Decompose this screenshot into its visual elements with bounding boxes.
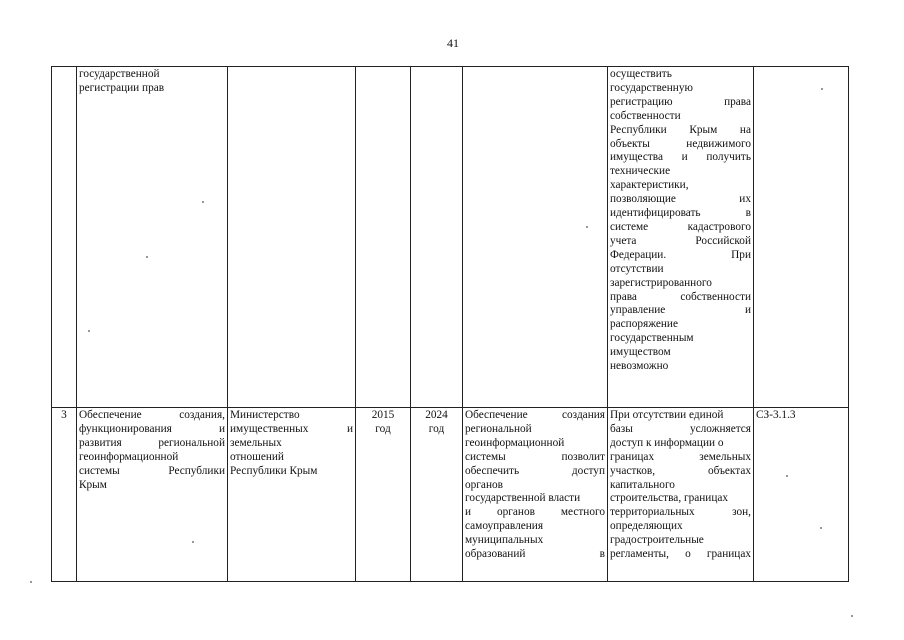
cell-expected-result — [463, 408, 608, 582]
start-year: 2015 — [371, 409, 395, 421]
text-line: базы усложняется — [610, 422, 751, 435]
scan-speck — [146, 256, 148, 258]
end-year: 2024 — [425, 409, 448, 421]
table-row-continued — [52, 67, 849, 408]
text-line: Республики Крым на — [610, 123, 751, 136]
text-line: имуществом — [610, 346, 671, 359]
text-line: системы Республики — [79, 464, 225, 477]
text-line: собственности — [610, 109, 681, 122]
text-line: участков, объектах — [610, 464, 751, 477]
text-line: государственным — [610, 332, 694, 345]
text-line: государственной — [79, 68, 160, 80]
text-line: строительства, границах — [610, 492, 729, 505]
text-line: позволяющие их — [610, 193, 751, 206]
text-line: регистрации прав — [79, 81, 165, 94]
text-line: земельных — [230, 436, 282, 449]
text-line: Обеспечение создания, — [79, 409, 225, 421]
text-line: границах земельных — [610, 450, 751, 463]
text-line: Министерство — [230, 409, 300, 421]
cell-end-empty — [411, 67, 463, 408]
text-line: отношений — [230, 450, 284, 463]
text-line: При отсутствии единой — [610, 409, 724, 421]
text-line: Федерации. При — [610, 248, 751, 261]
program-activities-table — [51, 66, 849, 582]
text-line: характеристики, — [610, 179, 689, 192]
text-line: определяющих — [610, 520, 683, 533]
scan-speck — [202, 201, 204, 203]
text-line: отсутствии — [610, 262, 664, 275]
cell-start-empty — [356, 67, 411, 408]
scan-speck — [586, 226, 588, 228]
text-line: государственной власти — [465, 492, 581, 505]
cell-activity-name — [77, 67, 228, 408]
text-line: осуществить — [610, 68, 672, 80]
scan-speck — [30, 581, 32, 583]
cell-activity-name — [77, 408, 228, 582]
text-line: зарегистрированного — [610, 276, 712, 289]
text-line: капитального — [610, 478, 675, 491]
text-line: Республики Крым — [230, 464, 318, 477]
scan-speck — [851, 615, 853, 617]
text-line: геоинформационной — [465, 436, 565, 449]
text-line: органов — [465, 478, 503, 491]
table-row-3 — [52, 408, 849, 582]
scan-speck — [820, 527, 822, 529]
cell-indicator-link: СЗ-3.1.3 — [754, 408, 849, 582]
text-line: развития региональной — [79, 436, 225, 449]
cell-number: 3 — [52, 408, 77, 582]
text-line: объекты недвижимого — [610, 137, 751, 150]
text-line: территориальных зон, — [610, 506, 751, 519]
text-line: муниципальных — [465, 534, 544, 547]
scan-speck — [88, 330, 90, 332]
start-year-unit: год — [375, 422, 391, 435]
cell-executor-empty — [228, 67, 356, 408]
scan-speck — [821, 88, 823, 90]
text-line: технические — [610, 165, 671, 178]
text-line: обеспечить доступ — [465, 464, 605, 477]
cell-end-year — [411, 408, 463, 582]
text-line: геоинформационной — [79, 450, 179, 463]
cell-indicator-empty — [754, 67, 849, 408]
text-line: права собственности — [610, 290, 751, 303]
text-line: и органов местного — [465, 506, 605, 519]
text-line: управление и — [610, 304, 751, 317]
text-line: системе кадастрового — [610, 220, 751, 233]
text-line: имущества и получить — [610, 151, 751, 164]
text-line: имущественных и — [230, 422, 353, 435]
cell-start-year — [356, 408, 411, 582]
end-year-unit: год — [428, 422, 445, 435]
text-line: распоряжение — [610, 318, 678, 331]
text-line: функционирования и — [79, 422, 225, 435]
cell-consequences — [608, 408, 754, 582]
text-line: государственную — [610, 81, 693, 94]
text-line: образований в — [465, 548, 605, 561]
text-line: регламенты, о границах — [610, 548, 751, 561]
text-line: доступ к информации о — [610, 436, 724, 449]
text-line: Обеспечение создания — [465, 409, 605, 421]
cell-executor — [228, 408, 356, 582]
cell-number-empty — [52, 67, 77, 408]
text-line: идентифицировать в — [610, 207, 751, 220]
text-line: учета Российской — [610, 234, 751, 247]
cell-expected-result-empty — [463, 67, 608, 408]
text-line: региональной — [465, 422, 532, 435]
text-line: регистрацию права — [610, 95, 751, 108]
text-line: Крым — [79, 478, 107, 491]
text-line: градостроительные — [610, 534, 704, 547]
text-line: системы позволит — [465, 450, 605, 463]
cell-consequences — [608, 67, 754, 408]
scan-speck — [192, 541, 194, 543]
text-line: самоуправления — [465, 520, 544, 533]
page-number: 41 — [447, 36, 459, 50]
scan-speck — [786, 475, 788, 477]
text-line: невозможно — [610, 360, 669, 373]
